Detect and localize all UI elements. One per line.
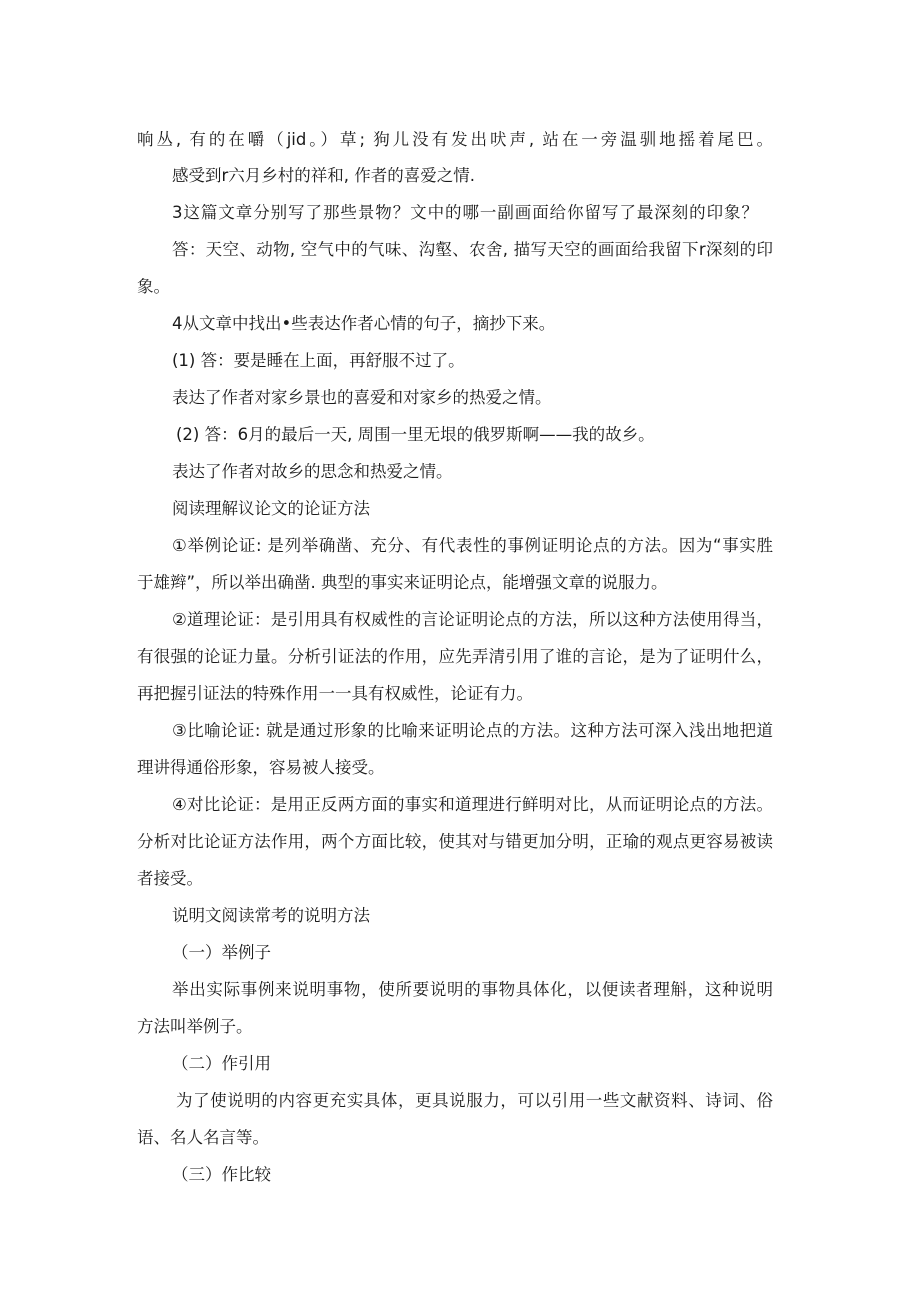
text-line: 响丛, 有的在嚼（jid。）草; 狗儿没有发出吠声, 站在一旁温驯地摇着尾巴。 [137,130,773,149]
text-line: 感受到r六月乡村的祥和, 作者的喜爱之情. [172,166,476,185]
text-line: 举出实际事例来说明事物，使所要说明的事物具体化，以便读者理斛，这种说明 [172,980,773,999]
text-line: ④对比论证：是用正反两方面的事实和道理进行鲜明对比，从而证明论点的方法。 [172,795,773,814]
text-line: 表达了作者对故乡的思念和热爱之情。 [172,462,453,481]
text-line: 表达了作者对家乡景也的喜爱和对家乡的热爱之情。 [172,388,552,407]
text-line: ③比喻论证: 就是通过形象的比喻来证明论点的方法。这种方法可深入浅出地把道 [172,721,773,740]
text-line: 有很强的论证力量。分析引证法的作用，应先弄清引用了谁的言论，是为了证明什么， [137,647,773,666]
text-line: 3这篇文章分别写了那些景物？文中的哪一副画面给你留写了最深刻的印象？ [172,203,758,222]
text-line: (2) 答：6月的最后一天, 周围一里无垠的俄罗斯啊——我的故乡。 [176,425,655,444]
subsection-heading: （三）作比较 [172,1165,271,1184]
subsection-heading: （二）作引用 [172,1054,271,1073]
text-line: 答：天空、动物, 空气中的气味、沟壑、农舍, 描写天空的画面给我留下r深刻的印 [172,240,773,259]
text-line: 为了使说明的内容更充实具体，更具说服力，可以引用一些文献资料、诗词、俗 [176,1091,773,1110]
text-line: ①举例论证: 是列举确凿、充分、有代表性的事例证明论点的方法。因为“事实胜 [172,536,773,555]
text-line: ②道理论证：是引用具有权威性的言论证明论点的方法，所以这种方法使用得当， [172,610,773,629]
text-line: 方法叫举例子。 [137,1017,253,1036]
text-line: 象。 [137,277,170,296]
text-line: 者接受。 [137,869,203,888]
text-line: 于雄辫”，所以举出确凿. 典型的事实来证明论点，能增强文章的说服力。 [137,573,668,592]
text-line: 分析对比论证方法作用，两个方面比较，使其对与错更加分明，正瑜的观点更容易被读 [137,832,773,851]
text-line: 语、名人名言等。 [137,1128,269,1147]
text-line: 再把握引证法的特殊作用一一具有权威性，论证有力。 [137,684,533,703]
text-line: (1) 答：要是睡在上面，再舒服不过了。 [172,351,465,370]
section-heading: 阅读理解议论文的论证方法 [172,499,370,518]
section-heading: 说明文阅读常考的说明方法 [172,906,370,925]
text-line: 理讲得通俗形象，容易被人接受。 [137,758,385,777]
text-line: 4从文章中找出•些表达作者心情的句子，摘抄下来。 [172,314,556,333]
subsection-heading: （一）举例子 [172,943,271,962]
